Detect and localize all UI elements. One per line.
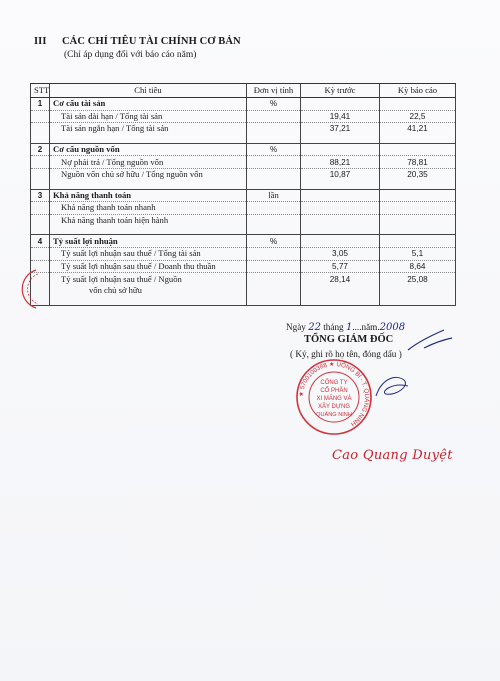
group-stt: 2 [31,143,50,156]
table-row [31,110,456,123]
row-indicator: Tỷ suất lợi nhuận sau thuế / Doanh thu thuần [50,260,247,273]
group-row [31,189,456,202]
header-previous: Kỳ trước [301,84,380,98]
date-month: 1 [345,322,353,333]
company-seal-icon [295,358,373,436]
row-current [380,214,456,226]
row-previous: 3,05 [301,247,380,260]
section-subtitle: (Chỉ áp dụng đối với báo cáo năm) [64,50,197,60]
row-indicator: Tài sản ngắn hạn / Tổng tài sản [50,123,247,135]
row-indicator-line2: vốn chủ sở hữu [89,285,142,296]
row-indicator: Khả năng thanh toán hiện hành [50,214,247,226]
row-previous: 88,21 [301,156,380,169]
group-unit: % [247,98,301,111]
group-unit: % [247,143,301,156]
section-title: CÁC CHỈ TIÊU TÀI CHÍNH CƠ BẢN [62,36,241,47]
row-current: 5,1 [380,247,456,260]
table-row [31,168,456,180]
row-previous: 28,14 [301,273,380,298]
signature-note: ( Ký, ghi rõ họ tên, đóng dấu ) [290,349,402,359]
financial-indicators-table [30,83,456,306]
header-unit: Đơn vị tính [247,84,301,98]
seal-line: QUẢNG NINH [316,412,352,418]
group-row [31,235,456,248]
date-month-label: tháng [323,322,344,332]
row-current [380,202,456,215]
group-stt: 1 [31,98,50,111]
signature-scribble-icon [374,372,412,402]
group-stt: 4 [31,235,50,248]
group-name: Khả năng thanh toán [50,189,247,202]
row-current: 41,21 [380,123,456,135]
row-previous: 10,87 [301,168,380,180]
seal-ring-text: ★ 5700100388 ★ UÔNG BÍ - T. QUẢNG NINH [297,360,371,428]
seal-line: CỔ PHẦN [320,388,348,394]
group-name: Cơ cấu tài sản [50,98,247,111]
table-row [31,260,456,273]
table-row [31,273,456,298]
date-day: 22 [308,322,321,333]
pen-scribble-icon [404,326,456,354]
row-indicator [50,273,247,298]
row-previous: 5,77 [301,260,380,273]
group-stt: 3 [31,189,50,202]
table-row [31,214,456,226]
row-previous: 19,41 [301,110,380,123]
seal-line: XÂY DỰNG [317,404,351,410]
date-year: 2008 [379,322,406,333]
date-prefix: Ngày [286,322,306,332]
signature-date: Ngày 22 tháng 1....năm.2008 [286,322,406,333]
table-row [31,247,456,260]
row-indicator: Nợ phải trả / Tổng nguồn vốn [50,156,247,169]
section-number: III [34,36,47,47]
signer-title: TỔNG GIÁM ĐỐC [304,334,394,345]
row-indicator-line1: Tỷ suất lợi nhuận sau thuế / Nguồn [61,274,182,285]
row-current: 22,5 [380,110,456,123]
section-heading [34,36,241,47]
group-name: Cơ cấu nguồn vốn [50,143,247,156]
group-name: Tỷ suất lợi nhuận [50,235,247,248]
row-current: 8,64 [380,260,456,273]
table-header-row [31,84,456,98]
signer-name: Cao Quang Duyệt [332,448,453,463]
row-previous: 37,21 [301,123,380,135]
table-row [31,202,456,215]
group-unit: % [247,235,301,248]
group-unit: lần [247,189,301,202]
header-stt: STT [31,84,50,98]
row-indicator: Nguồn vốn chủ sở hữu / Tổng nguồn vốn [50,168,247,180]
row-indicator: Tỷ suất lợi nhuận sau thuế / Tổng tài sản [50,247,247,260]
row-indicator: Khả năng thanh toán nhanh [50,202,247,215]
group-row [31,98,456,111]
header-indicator: Chỉ tiêu [50,84,247,98]
margin-stamp-icon [14,268,40,310]
row-current: 25,08 [380,273,456,298]
row-current: 78,81 [380,156,456,169]
header-current: Kỳ báo cáo [380,84,456,98]
table-row [31,123,456,135]
row-previous [301,214,380,226]
seal-line: CÔNG TY [320,380,348,386]
table-row [31,156,456,169]
seal-line: XI MĂNG VÀ [316,396,352,402]
row-previous [301,202,380,215]
group-row [31,143,456,156]
row-indicator: Tài sản dài hạn / Tổng tài sản [50,110,247,123]
row-current: 20,35 [380,168,456,180]
date-year-label: năm [361,322,378,332]
